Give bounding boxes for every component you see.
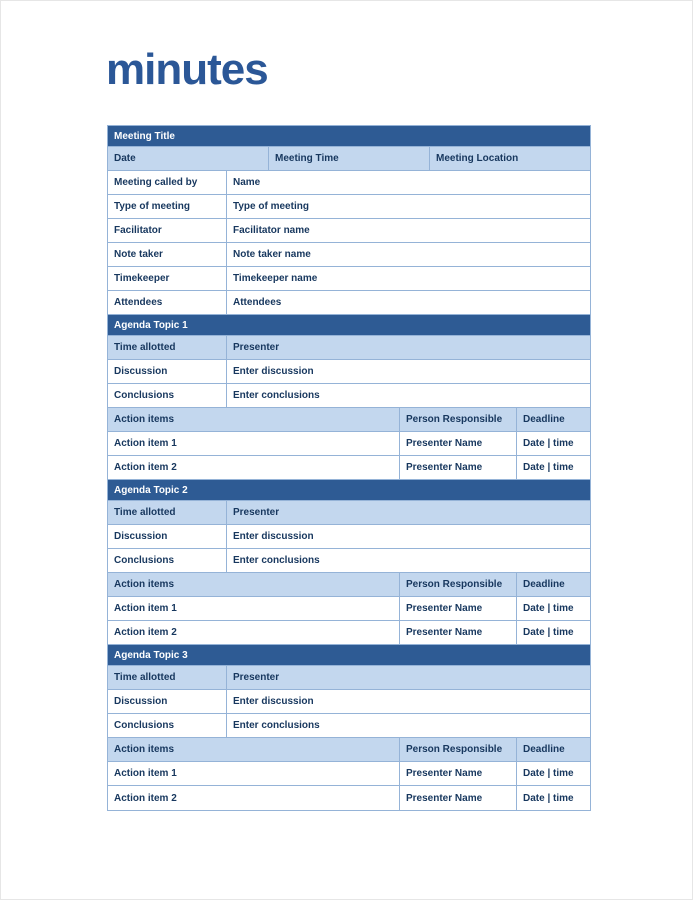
meeting-title-row [108,126,590,147]
type-of-meeting-label: Type of meeting [108,195,227,218]
time-allotted-label: Time allotted [108,336,227,359]
conclusions-row [108,549,590,573]
agenda-topic-title: Agenda Topic 1 [114,319,188,331]
meeting-called-by-label: Meeting called by [108,171,227,194]
info-row [108,267,590,291]
attendees-label: Attendees [108,291,227,314]
action-item-deadline[interactable]: Date | time [523,438,574,449]
presenter-label: Presenter [233,342,280,353]
time-allotted-label: Time allotted [108,666,227,689]
meeting-time-label: Meeting Time [269,147,430,170]
info-row [108,195,590,219]
meeting-called-by-value[interactable]: Name [233,177,261,188]
info-row [108,171,590,195]
action-item-person[interactable]: Presenter Name [400,786,517,810]
person-responsible-label: Person Responsible [400,738,517,761]
agenda-topic-title: Agenda Topic 2 [114,484,188,496]
time-allotted-label: Time allotted [108,501,227,524]
type-of-meeting-value[interactable]: Type of meeting [233,201,309,212]
info-row [108,291,590,315]
action-item-deadline[interactable]: Date | time [523,462,574,473]
action-items-header-row [108,573,590,597]
date-label: Date [108,147,269,170]
action-item-name[interactable]: Action item 2 [108,621,400,644]
conclusions-label: Conclusions [108,384,227,407]
attendees-value[interactable]: Attendees [233,297,282,308]
discussion-value[interactable]: Enter discussion [233,366,314,377]
time-presenter-row [108,336,590,360]
conclusions-row [108,384,590,408]
meeting-title-label: Meeting Title [114,130,175,142]
presenter-label: Presenter [233,507,280,518]
note-taker-label: Note taker [108,243,227,266]
timekeeper-value[interactable]: Timekeeper name [233,273,318,284]
action-item-person[interactable]: Presenter Name [400,456,517,479]
discussion-value[interactable]: Enter discussion [233,531,314,542]
action-item-person[interactable]: Presenter Name [400,597,517,620]
action-item-row [108,597,590,621]
info-row [108,243,590,267]
conclusions-label: Conclusions [108,714,227,737]
discussion-row [108,360,590,384]
conclusions-label: Conclusions [108,549,227,572]
conclusions-row [108,714,590,738]
discussion-label: Discussion [108,525,227,548]
deadline-label: Deadline [523,414,565,425]
deadline-label: Deadline [523,579,565,590]
action-item-row [108,762,590,786]
action-item-row [108,786,590,810]
action-item-person[interactable]: Presenter Name [400,432,517,455]
facilitator-value[interactable]: Facilitator name [233,225,310,236]
action-item-deadline[interactable]: Date | time [523,603,574,614]
conclusions-value[interactable]: Enter conclusions [233,555,320,566]
discussion-value[interactable]: Enter discussion [233,696,314,707]
discussion-row [108,690,590,714]
agenda-topic-title: Agenda Topic 3 [114,649,188,661]
date-row [108,147,590,171]
action-items-label: Action items [108,408,400,431]
discussion-row [108,525,590,549]
facilitator-label: Facilitator [108,219,227,242]
action-item-person[interactable]: Presenter Name [400,621,517,644]
action-item-deadline[interactable]: Date | time [523,768,574,779]
presenter-label: Presenter [233,672,280,683]
meeting-location-label: Meeting Location [436,153,519,164]
action-item-name[interactable]: Action item 1 [108,432,400,455]
action-item-row [108,456,590,480]
action-items-header-row [108,738,590,762]
deadline-label: Deadline [523,744,565,755]
action-item-name[interactable]: Action item 1 [108,597,400,620]
action-items-header-row [108,408,590,432]
info-row [108,219,590,243]
conclusions-value[interactable]: Enter conclusions [233,390,320,401]
action-item-person[interactable]: Presenter Name [400,762,517,785]
person-responsible-label: Person Responsible [400,408,517,431]
page-title: minutes [106,45,268,94]
agenda-topic-header [108,645,590,666]
action-items-label: Action items [108,573,400,596]
action-items-label: Action items [108,738,400,761]
note-taker-value[interactable]: Note taker name [233,249,311,260]
discussion-label: Discussion [108,360,227,383]
agenda-topic-header [108,315,590,336]
agenda-topic-header [108,480,590,501]
time-presenter-row [108,501,590,525]
person-responsible-label: Person Responsible [400,573,517,596]
discussion-label: Discussion [108,690,227,713]
conclusions-value[interactable]: Enter conclusions [233,720,320,731]
minutes-table [107,125,591,811]
action-item-name[interactable]: Action item 1 [108,762,400,785]
action-item-deadline[interactable]: Date | time [523,792,574,804]
action-item-deadline[interactable]: Date | time [523,627,574,638]
time-presenter-row [108,666,590,690]
action-item-name[interactable]: Action item 2 [108,456,400,479]
action-item-row [108,621,590,645]
timekeeper-label: Timekeeper [108,267,227,290]
action-item-name[interactable]: Action item 2 [108,786,400,810]
action-item-row [108,432,590,456]
